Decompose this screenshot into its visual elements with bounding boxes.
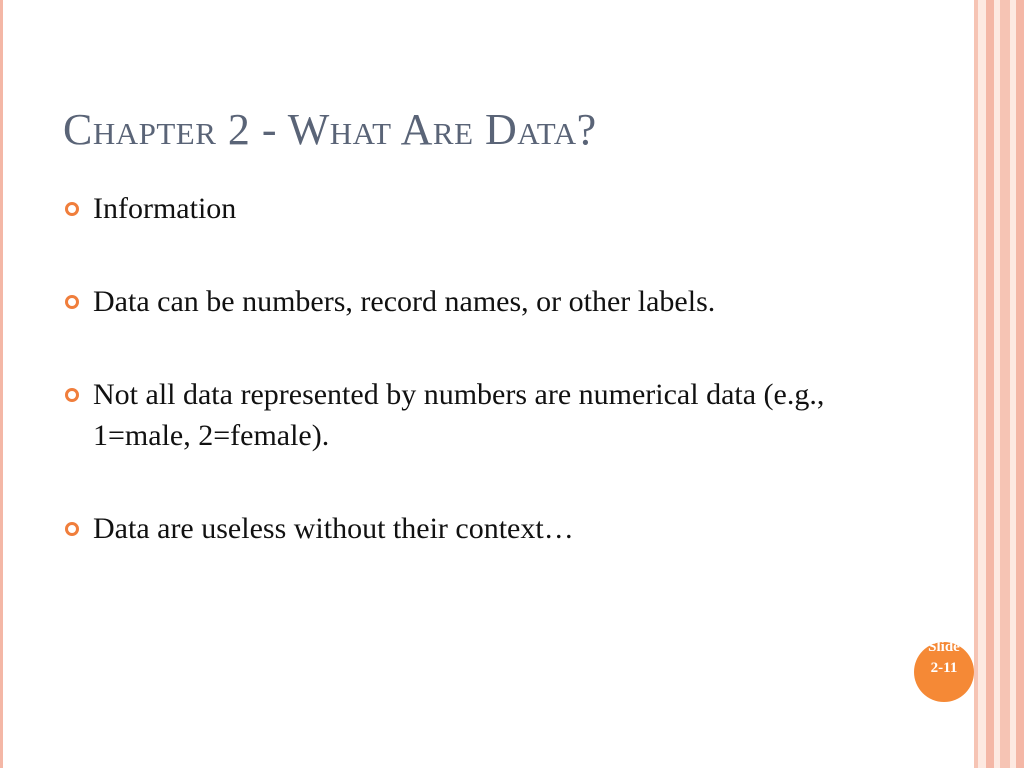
border-stripe [986,0,994,768]
right-border-stripes [974,0,1024,768]
bullet-text: Data are useless without their context… [93,512,574,545]
hollow-circle-bullet-icon [65,522,79,536]
slide-number-text: Slide 2-11 [928,642,960,676]
hollow-circle-bullet-icon [65,388,79,402]
left-border-stripe [0,0,3,768]
bullet-item [63,281,903,322]
border-stripe [1016,0,1024,768]
bullet-item [63,188,903,229]
bullet-item [63,374,903,456]
bullet-list [63,188,903,601]
bullet-text: Data can be numbers, record names, or other labels. [93,285,716,318]
slide-title: Chapter 2 - What Are Data? [63,105,597,154]
hollow-circle-bullet-icon [65,202,79,216]
border-stripe [978,0,986,768]
bullet-item [63,508,903,549]
bullet-text: Information [93,192,237,225]
hollow-circle-bullet-icon [65,295,79,309]
slide-number-badge [914,642,974,702]
border-stripe [1000,0,1010,768]
bullet-text: Not all data represented by numbers are numerical data (e.g., 1=male, 2=female). [93,378,825,452]
